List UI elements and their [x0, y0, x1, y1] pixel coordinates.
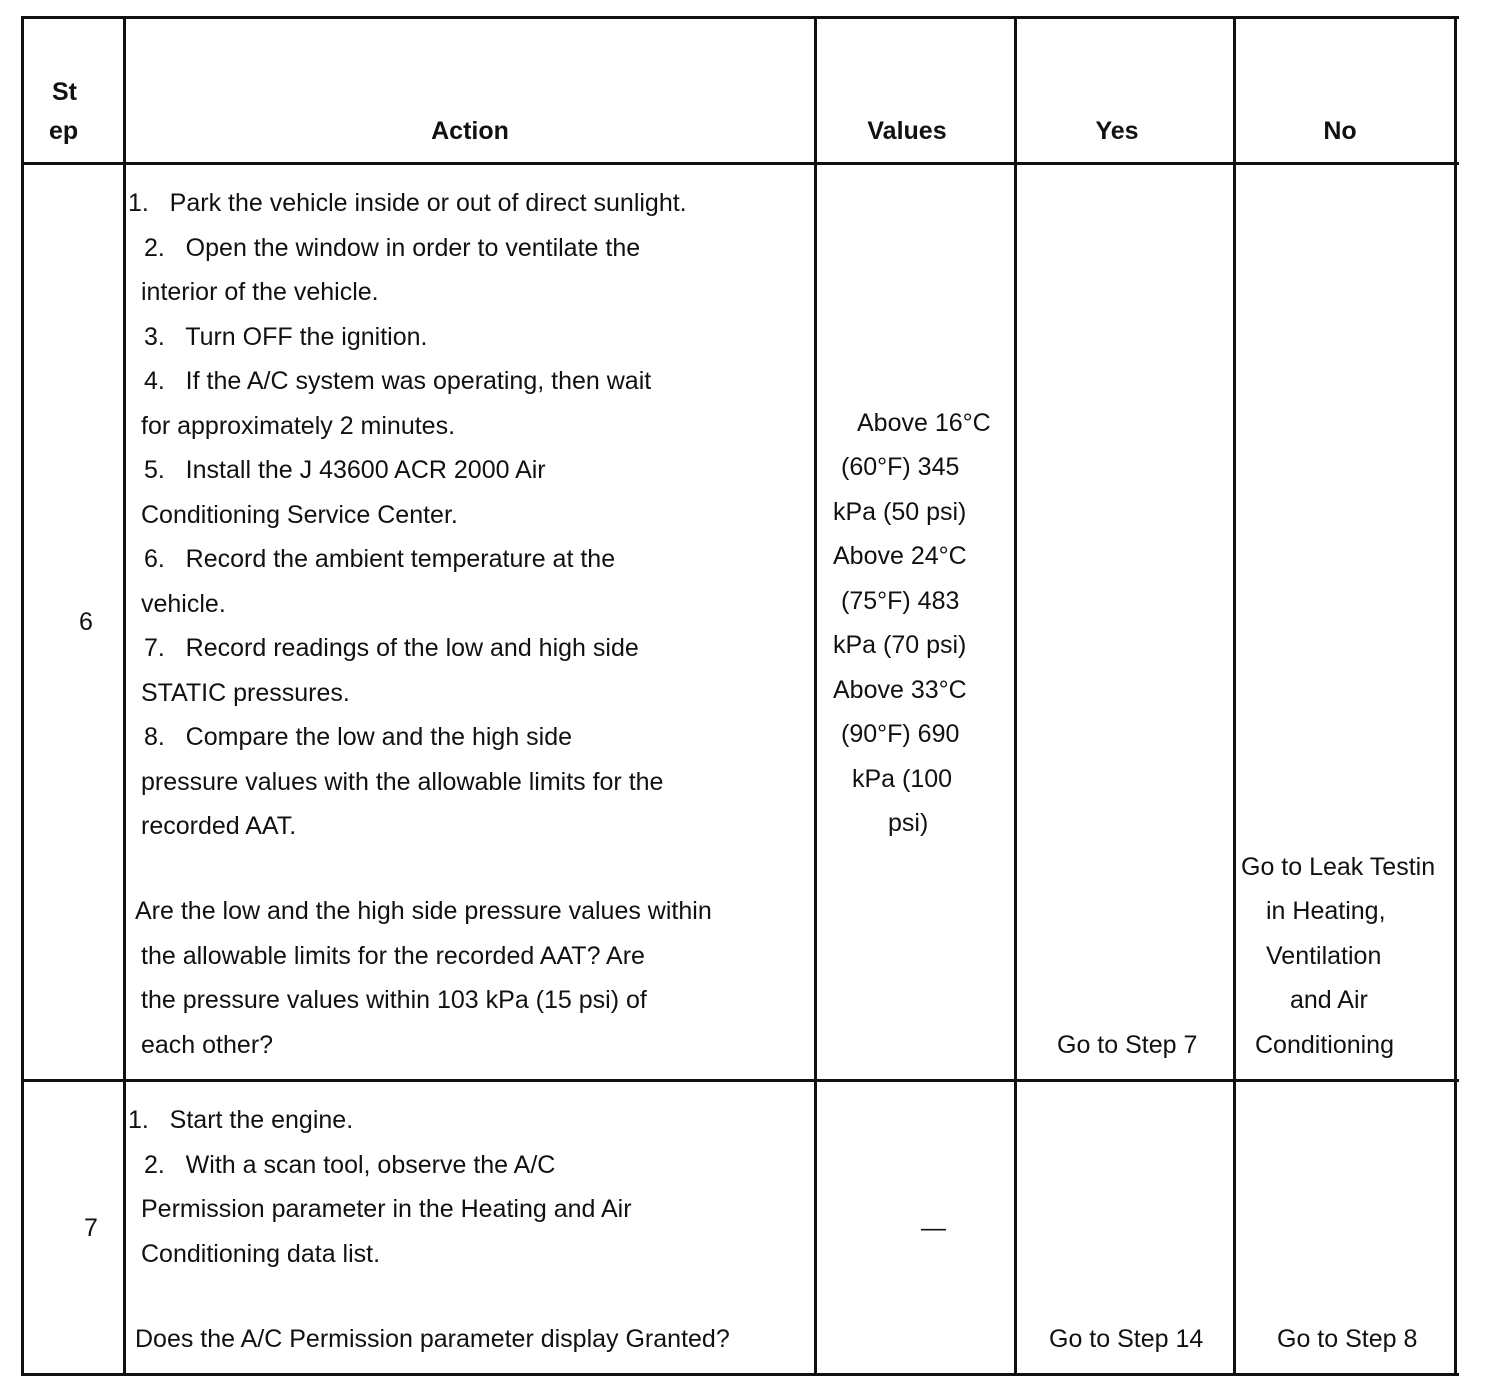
table-left-border — [21, 16, 24, 1376]
no-line: Go to Leak Testin — [1241, 853, 1436, 881]
action-line: 1. Park the vehicle inside or out of direct sunlight. — [128, 189, 687, 217]
header-yes: Yes — [1095, 117, 1139, 145]
col-divider-values-yes — [1014, 16, 1017, 1376]
no-result — [1236, 845, 1454, 1075]
value-line: kPa (50 psi) — [833, 498, 967, 526]
value-line: (60°F) 345 — [841, 453, 960, 481]
yes-result: Go to Step 7 — [1057, 1031, 1198, 1059]
step-number: 6 — [79, 608, 93, 636]
action-line: 1. Start the engine. — [128, 1106, 354, 1134]
no-line: Conditioning — [1255, 1031, 1394, 1059]
action-line: interior of the vehicle. — [141, 278, 379, 306]
action-line: 3. Turn OFF the ignition. — [144, 323, 428, 351]
question-line: Are the low and the high side pressure values within — [135, 897, 712, 925]
action-line: 5. Install the J 43600 ACR 2000 Air — [144, 456, 546, 484]
header-bottom-border — [21, 162, 1459, 165]
question-line: the allowable limits for the recorded AAT? Are — [141, 942, 645, 970]
header-action: Action — [431, 117, 509, 145]
table-bottom-border — [21, 1373, 1459, 1376]
header-no: No — [1323, 117, 1357, 145]
action-line: 2. Open the window in order to ventilate the — [144, 234, 641, 262]
no-line: and Air — [1290, 986, 1368, 1014]
action-line: 6. Record the ambient temperature at the — [144, 545, 616, 573]
no-line: Ventilation — [1266, 942, 1382, 970]
action-line: 8. Compare the low and the high side — [144, 723, 573, 751]
col-divider-step-action — [123, 16, 126, 1376]
col-divider-action-values — [814, 16, 817, 1376]
value-line: Above 24°C — [833, 542, 967, 570]
action-line: Permission parameter in the Heating and Air — [141, 1195, 632, 1223]
action-line: recorded AAT. — [141, 812, 297, 840]
value-line: Above 33°C — [833, 676, 967, 704]
no-line: in Heating, — [1266, 897, 1386, 925]
action-line: 2. With a scan tool, observe the A/C — [144, 1151, 556, 1179]
question-line: each other? — [141, 1031, 274, 1059]
action-line: 4. If the A/C system was operating, then wait — [144, 367, 652, 395]
yes-result: Go to Step 14 — [1049, 1325, 1204, 1353]
header-values: Values — [867, 117, 947, 145]
value-line: (90°F) 690 — [841, 720, 960, 748]
action-line: for approximately 2 minutes. — [141, 412, 456, 440]
action-line: 7. Record readings of the low and high side — [144, 634, 639, 662]
value-line: kPa (100 — [852, 765, 953, 793]
value-dash: — — [921, 1214, 946, 1242]
value-line: (75°F) 483 — [841, 587, 960, 615]
action-line: Conditioning Service Center. — [141, 501, 458, 529]
value-line: kPa (70 psi) — [833, 631, 967, 659]
value-line: Above 16°C — [857, 409, 991, 437]
action-line: pressure values with the allowable limits for the — [141, 768, 664, 796]
action-question: Does the A/C Permission parameter display Granted? — [135, 1325, 730, 1353]
action-line: vehicle. — [141, 590, 226, 618]
no-result: Go to Step 8 — [1277, 1325, 1418, 1353]
header-step-line1: St — [52, 78, 77, 106]
question-line: the pressure values within 103 kPa (15 psi) of — [141, 986, 647, 1014]
row6-bottom-border — [21, 1079, 1459, 1082]
step-number: 7 — [84, 1214, 98, 1242]
col-divider-yes-no — [1233, 16, 1236, 1376]
value-line: psi) — [888, 809, 929, 837]
action-line: Conditioning data list. — [141, 1240, 381, 1268]
table-right-border — [1454, 16, 1457, 1376]
header-step-line2: ep — [49, 117, 79, 145]
table-top-border — [21, 16, 1459, 19]
action-line: STATIC pressures. — [141, 679, 350, 707]
